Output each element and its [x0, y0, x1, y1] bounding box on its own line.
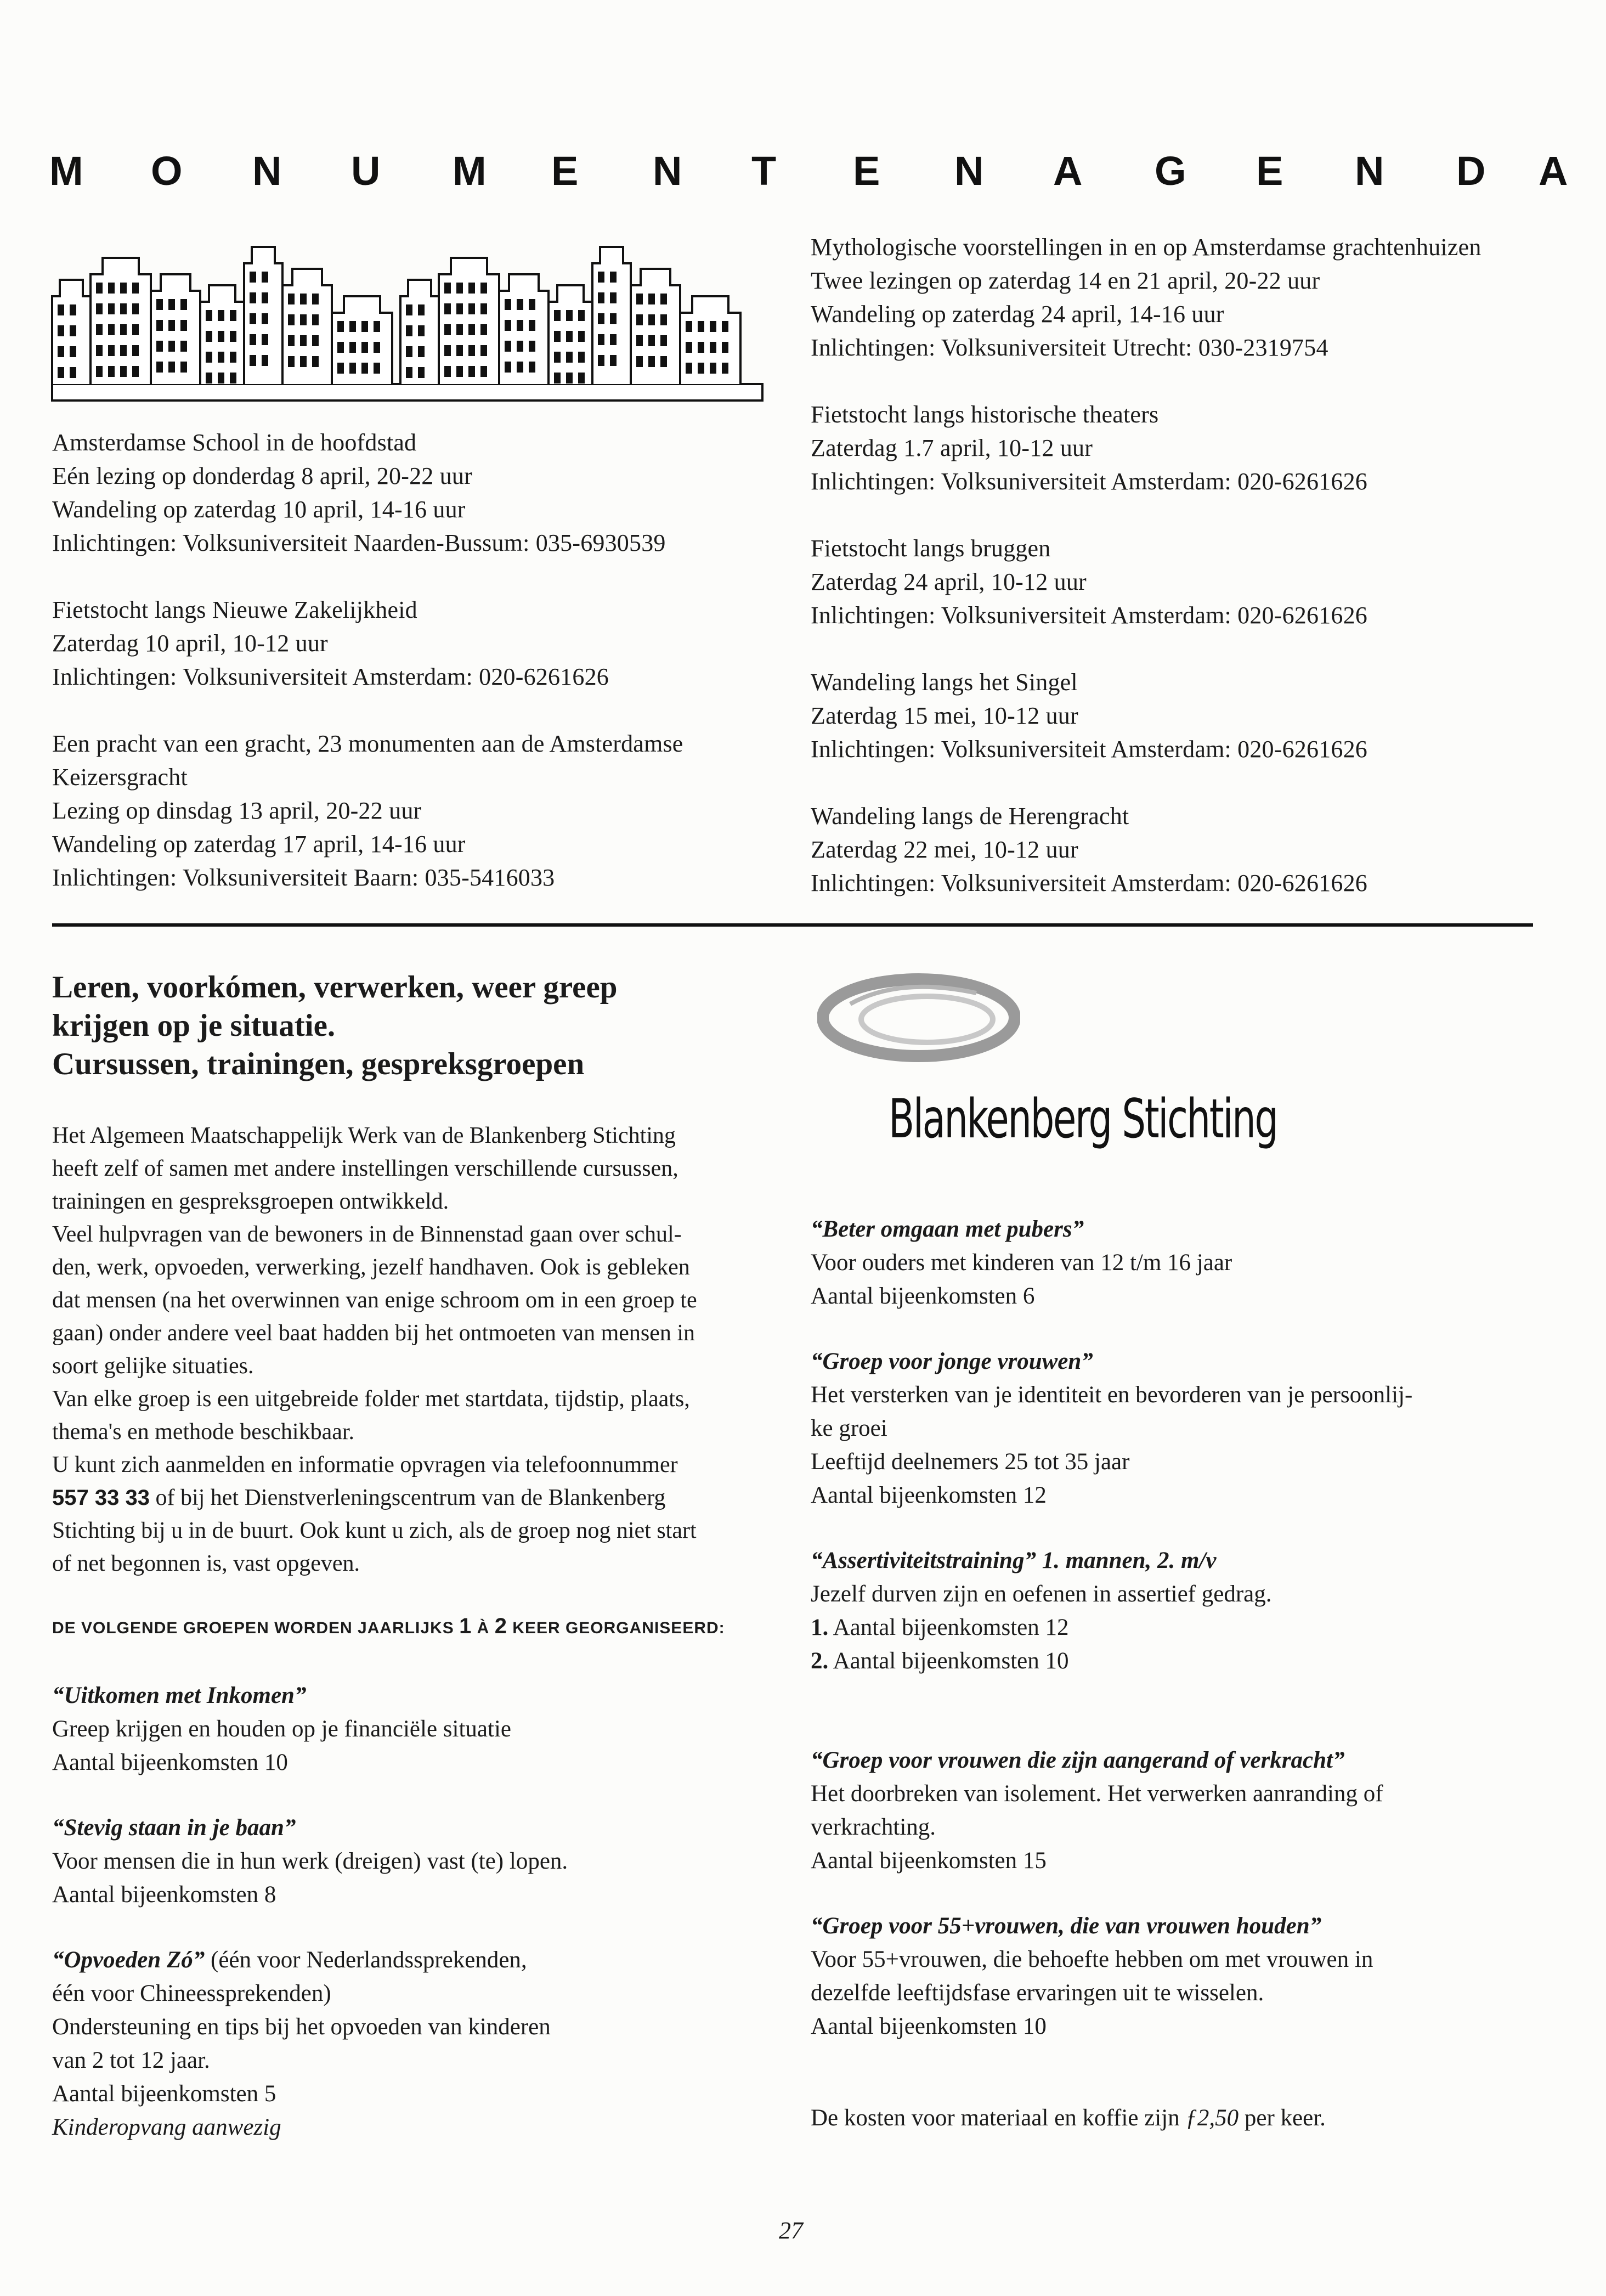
group-line: Voor mensen die in hun werk (dreigen) vast (te) lopen.	[52, 1848, 568, 1874]
intro-line: Het Algemeen Maatschappelijk Werk van de Blankenberg Stichting	[52, 1123, 676, 1148]
group-title: “Groep voor 55+vrouwen, die van vrouwen houden”	[811, 1913, 1322, 1939]
item-number: 1.	[811, 1615, 829, 1640]
group-entry	[811, 1544, 1579, 1678]
group-title: “Uitkomen met Inkomen”	[52, 1683, 307, 1708]
masthead-letter: M	[49, 148, 83, 194]
masthead-letter: M	[453, 148, 487, 194]
event-line: Wandeling op zaterdag 17 april, 14-16 uur	[52, 831, 466, 858]
event-line: Lezing op dinsdag 13 april, 20-22 uur	[52, 797, 422, 824]
swirl-logo-icon	[817, 971, 1020, 1064]
intro-line: Van elke groep is een uitgebreide folder met startdata, tijdstip, plaats,	[52, 1386, 690, 1412]
group-line: Aantal bijeenkomsten 12	[811, 1482, 1047, 1508]
event-line: Wandeling langs de Herengracht	[811, 803, 1129, 830]
intro-line: gaan) onder andere veel baat hadden bij het ontmoeten van mensen in	[52, 1321, 695, 1346]
group-title: “Opvoeden Zó”	[52, 1947, 205, 1973]
masthead-letter: E	[853, 148, 880, 194]
intro-line: thema's en methode beschikbaar.	[52, 1419, 355, 1445]
group-line: Aantal bijeenkomsten 6	[811, 1283, 1035, 1309]
intro-line	[52, 1481, 776, 1514]
group-line: dezelfde leeftijdsfase ervaringen uit te wisselen.	[811, 1980, 1264, 2006]
group-line: één voor Chineessprekenden)	[52, 1981, 331, 2006]
group-line: Aantal bijeenkomsten 10	[52, 1750, 288, 1775]
canal-houses-illustration	[49, 219, 765, 403]
item-text: Aantal bijeenkomsten 10	[828, 1648, 1069, 1674]
section-headline	[52, 968, 617, 1084]
event-line: Wandeling op zaterdag 10 april, 14-16 uur	[52, 496, 466, 523]
event-line: Inlichtingen: Volksuniversiteit Utrecht: 030-2319754	[811, 334, 1328, 361]
group-entry	[52, 1679, 776, 1779]
intro-fragment: of bij het Dienstverleningscentrum van de Blankenberg	[149, 1485, 666, 1510]
intro-line: soort gelijke situaties.	[52, 1353, 254, 1379]
group-entry	[52, 1943, 776, 2144]
group-title-line	[811, 1744, 1579, 1777]
group-line: verkrachting.	[811, 1814, 936, 1840]
masthead	[49, 144, 1568, 199]
masthead-letter: G	[1155, 148, 1186, 194]
event-line: Zaterdag 10 april, 10-12 uur	[52, 630, 328, 657]
event-line: Inlichtingen: Volksuniversiteit Amsterdam: 020-6261626	[52, 663, 609, 690]
group-numbered-line	[811, 1611, 1579, 1644]
group-entry	[52, 1811, 776, 1911]
right-event-list	[811, 230, 1579, 933]
item-number: 2.	[811, 1648, 829, 1674]
group-entry	[811, 1909, 1579, 2043]
masthead-letter: A	[1053, 148, 1083, 194]
group-line: Jezelf durven zijn en oefenen in assertief gedrag.	[811, 1581, 1272, 1607]
intro-line: trainingen en gespreksgroepen ontwikkeld.	[52, 1189, 449, 1214]
group-line: van 2 tot 12 jaar.	[52, 2047, 210, 2073]
event-line: Twee lezingen op zaterdag 14 en 21 april, 20-22 uur	[811, 267, 1320, 294]
headline-line: krijgen op je situatie.	[52, 1008, 336, 1043]
masthead-letter: T	[751, 148, 777, 194]
event-line: Fietstocht langs Nieuwe Zakelijkheid	[52, 596, 417, 623]
group-title-rest: (één voor Nederlandssprekenden,	[205, 1947, 527, 1973]
group-title-line	[52, 1943, 776, 1977]
group-line: Aantal bijeenkomsten 5	[52, 2081, 276, 2107]
masthead-letter: E	[551, 148, 579, 194]
masthead-letter: N	[653, 148, 682, 194]
event-line: Inlichtingen: Volksuniversiteit Baarn: 035-5416033	[52, 864, 555, 891]
event-line: Inlichtingen: Volksuniversiteit Amsterdam: 020-6261626	[811, 736, 1367, 763]
masthead-letter: A	[1539, 148, 1568, 194]
event-entry	[52, 426, 776, 560]
group-title: “Beter omgaan met pubers”	[811, 1216, 1084, 1242]
masthead-letter: U	[351, 148, 381, 194]
group-title: “Groep voor jonge vrouwen”	[811, 1349, 1093, 1374]
event-line: Inlichtingen: Volksuniversiteit Amsterdam: 020-6261626	[811, 602, 1367, 629]
event-line: Zaterdag 24 april, 10-12 uur	[811, 568, 1087, 595]
group-line: Voor 55+vrouwen, die behoefte hebben om met vrouwen in	[811, 1947, 1373, 1972]
event-line: Wandeling op zaterdag 24 april, 14-16 uur	[811, 301, 1224, 328]
costs-note: De kosten voor materiaal en koffie zijn ƒ2,50 per keer.	[811, 2105, 1326, 2131]
intro-line: U kunt zich aanmelden en informatie opvragen via telefoonnummer	[52, 1452, 678, 1477]
intro-line: of net begonnen is, vast opgeven.	[52, 1551, 360, 1576]
event-line: Fietstocht langs bruggen	[811, 535, 1051, 562]
group-title-line	[52, 1811, 776, 1844]
group-numbered-line	[811, 1644, 1579, 1678]
group-entry	[811, 1744, 1579, 1877]
group-title: “Groep voor vrouwen die zijn aangerand of verkracht”	[811, 1747, 1345, 1773]
masthead-letter: N	[954, 148, 984, 194]
masthead-letter: D	[1456, 148, 1486, 194]
event-line: Zaterdag 22 mei, 10-12 uur	[811, 836, 1078, 863]
group-title: “Assertiviteitstraining” 1. mannen, 2. m/v	[811, 1548, 1217, 1573]
group-line: Leeftijd deelnemers 25 tot 35 jaar	[811, 1449, 1130, 1475]
event-entry	[811, 398, 1579, 498]
masthead-letter: E	[1256, 148, 1283, 194]
group-line: Aantal bijeenkomsten 15	[811, 1848, 1047, 1874]
event-line: Zaterdag 15 mei, 10-12 uur	[811, 702, 1078, 729]
group-line: Voor ouders met kinderen van 12 t/m 16 jaar	[811, 1250, 1232, 1276]
event-line: Mythologische voorstellingen in en op Amsterdamse grachtenhuizen	[811, 234, 1481, 261]
event-line: Zaterdag 1.7 april, 10-12 uur	[811, 435, 1093, 461]
intro-line: heeft zelf of samen met andere instellingen verschillende cursussen,	[52, 1156, 678, 1181]
event-entry	[811, 665, 1579, 766]
group-entry	[811, 1212, 1579, 1313]
event-line: Wandeling langs het Singel	[811, 669, 1078, 696]
event-line: Keizersgracht	[52, 764, 188, 791]
event-entry	[52, 593, 776, 693]
group-line: Ondersteuning en tips bij het opvoeden van kinderen	[52, 2014, 551, 2040]
intro-line: Veel hulpvragen van de bewoners in de Binnenstad gaan over schul-	[52, 1222, 682, 1247]
group-title-line	[811, 1544, 1579, 1577]
left-event-list	[52, 426, 776, 928]
event-line: Een pracht van een gracht, 23 monumenten aan de Amsterdamse	[52, 730, 683, 757]
page-number: 27	[779, 2217, 803, 2244]
event-line: Inlichtingen: Volksuniversiteit Amsterdam: 020-6261626	[811, 870, 1367, 896]
group-title-line	[811, 1212, 1579, 1246]
event-line: Inlichtingen: Volksuniversiteit Naarden-Bussum: 035-6930539	[52, 529, 666, 556]
group-line: Greep krijgen en houden op je financiële situatie	[52, 1716, 511, 1742]
group-title-line	[811, 1909, 1579, 1943]
event-line: Amsterdamse School in de hoofdstad	[52, 429, 417, 456]
group-line: Aantal bijeenkomsten 10	[811, 2013, 1047, 2039]
event-entry	[52, 727, 776, 894]
group-line: Aantal bijeenkomsten 8	[52, 1882, 276, 1908]
right-group-list	[811, 1212, 1579, 2077]
item-text: Aantal bijeenkomsten 12	[828, 1615, 1069, 1640]
event-entry	[811, 532, 1579, 632]
event-line: Fietstocht langs historische theaters	[811, 401, 1159, 428]
masthead-letter: N	[1355, 148, 1384, 194]
section-divider	[52, 923, 1533, 927]
intro-line: dat mensen (na het overwinnen van enige schroom om in een groep te	[52, 1288, 697, 1313]
event-line: Inlichtingen: Volksuniversiteit Amsterdam: 020-6261626	[811, 468, 1367, 495]
groups-heading: DE VOLGENDE GROEPEN WORDEN JAARLIJKS 1 À 2 KEER GEORGANISEERD:	[52, 1614, 725, 1638]
event-entry	[811, 799, 1579, 900]
group-line: Het versterken van je identiteit en bevorderen van je persoonlij-	[811, 1382, 1413, 1408]
headline-line: Cursussen, trainingen, gespreksgroepen	[52, 1047, 585, 1081]
group-title: “Stevig staan in je baan”	[52, 1815, 296, 1841]
left-group-list	[52, 1679, 776, 2177]
headline-line: Leren, voorkómen, verwerken, weer greep	[52, 970, 618, 1005]
masthead-letter: N	[252, 148, 282, 194]
group-note: Kinderopvang aanwezig	[52, 2114, 281, 2140]
intro-text	[52, 1119, 776, 1580]
organization-logo-text: Blankenberg Stichting	[889, 1088, 1277, 1150]
masthead-letter: O	[151, 148, 183, 194]
event-line: Eén lezing op donderdag 8 april, 20-22 uur	[52, 462, 472, 489]
group-line: Het doorbreken van isolement. Het verwerken aanranding of	[811, 1781, 1383, 1807]
group-entry	[811, 1345, 1579, 1512]
event-entry	[811, 230, 1579, 364]
phone-number: 557 33 33	[52, 1486, 150, 1510]
intro-line: den, werk, opvoeden, verwerking, jezelf handhaven. Ook is gebleken	[52, 1255, 690, 1280]
intro-line: Stichting bij u in de buurt. Ook kunt u zich, als de groep nog niet start	[52, 1518, 697, 1543]
group-title-line	[811, 1345, 1579, 1378]
group-line: ke groei	[811, 1415, 887, 1441]
group-title-line	[52, 1679, 776, 1712]
